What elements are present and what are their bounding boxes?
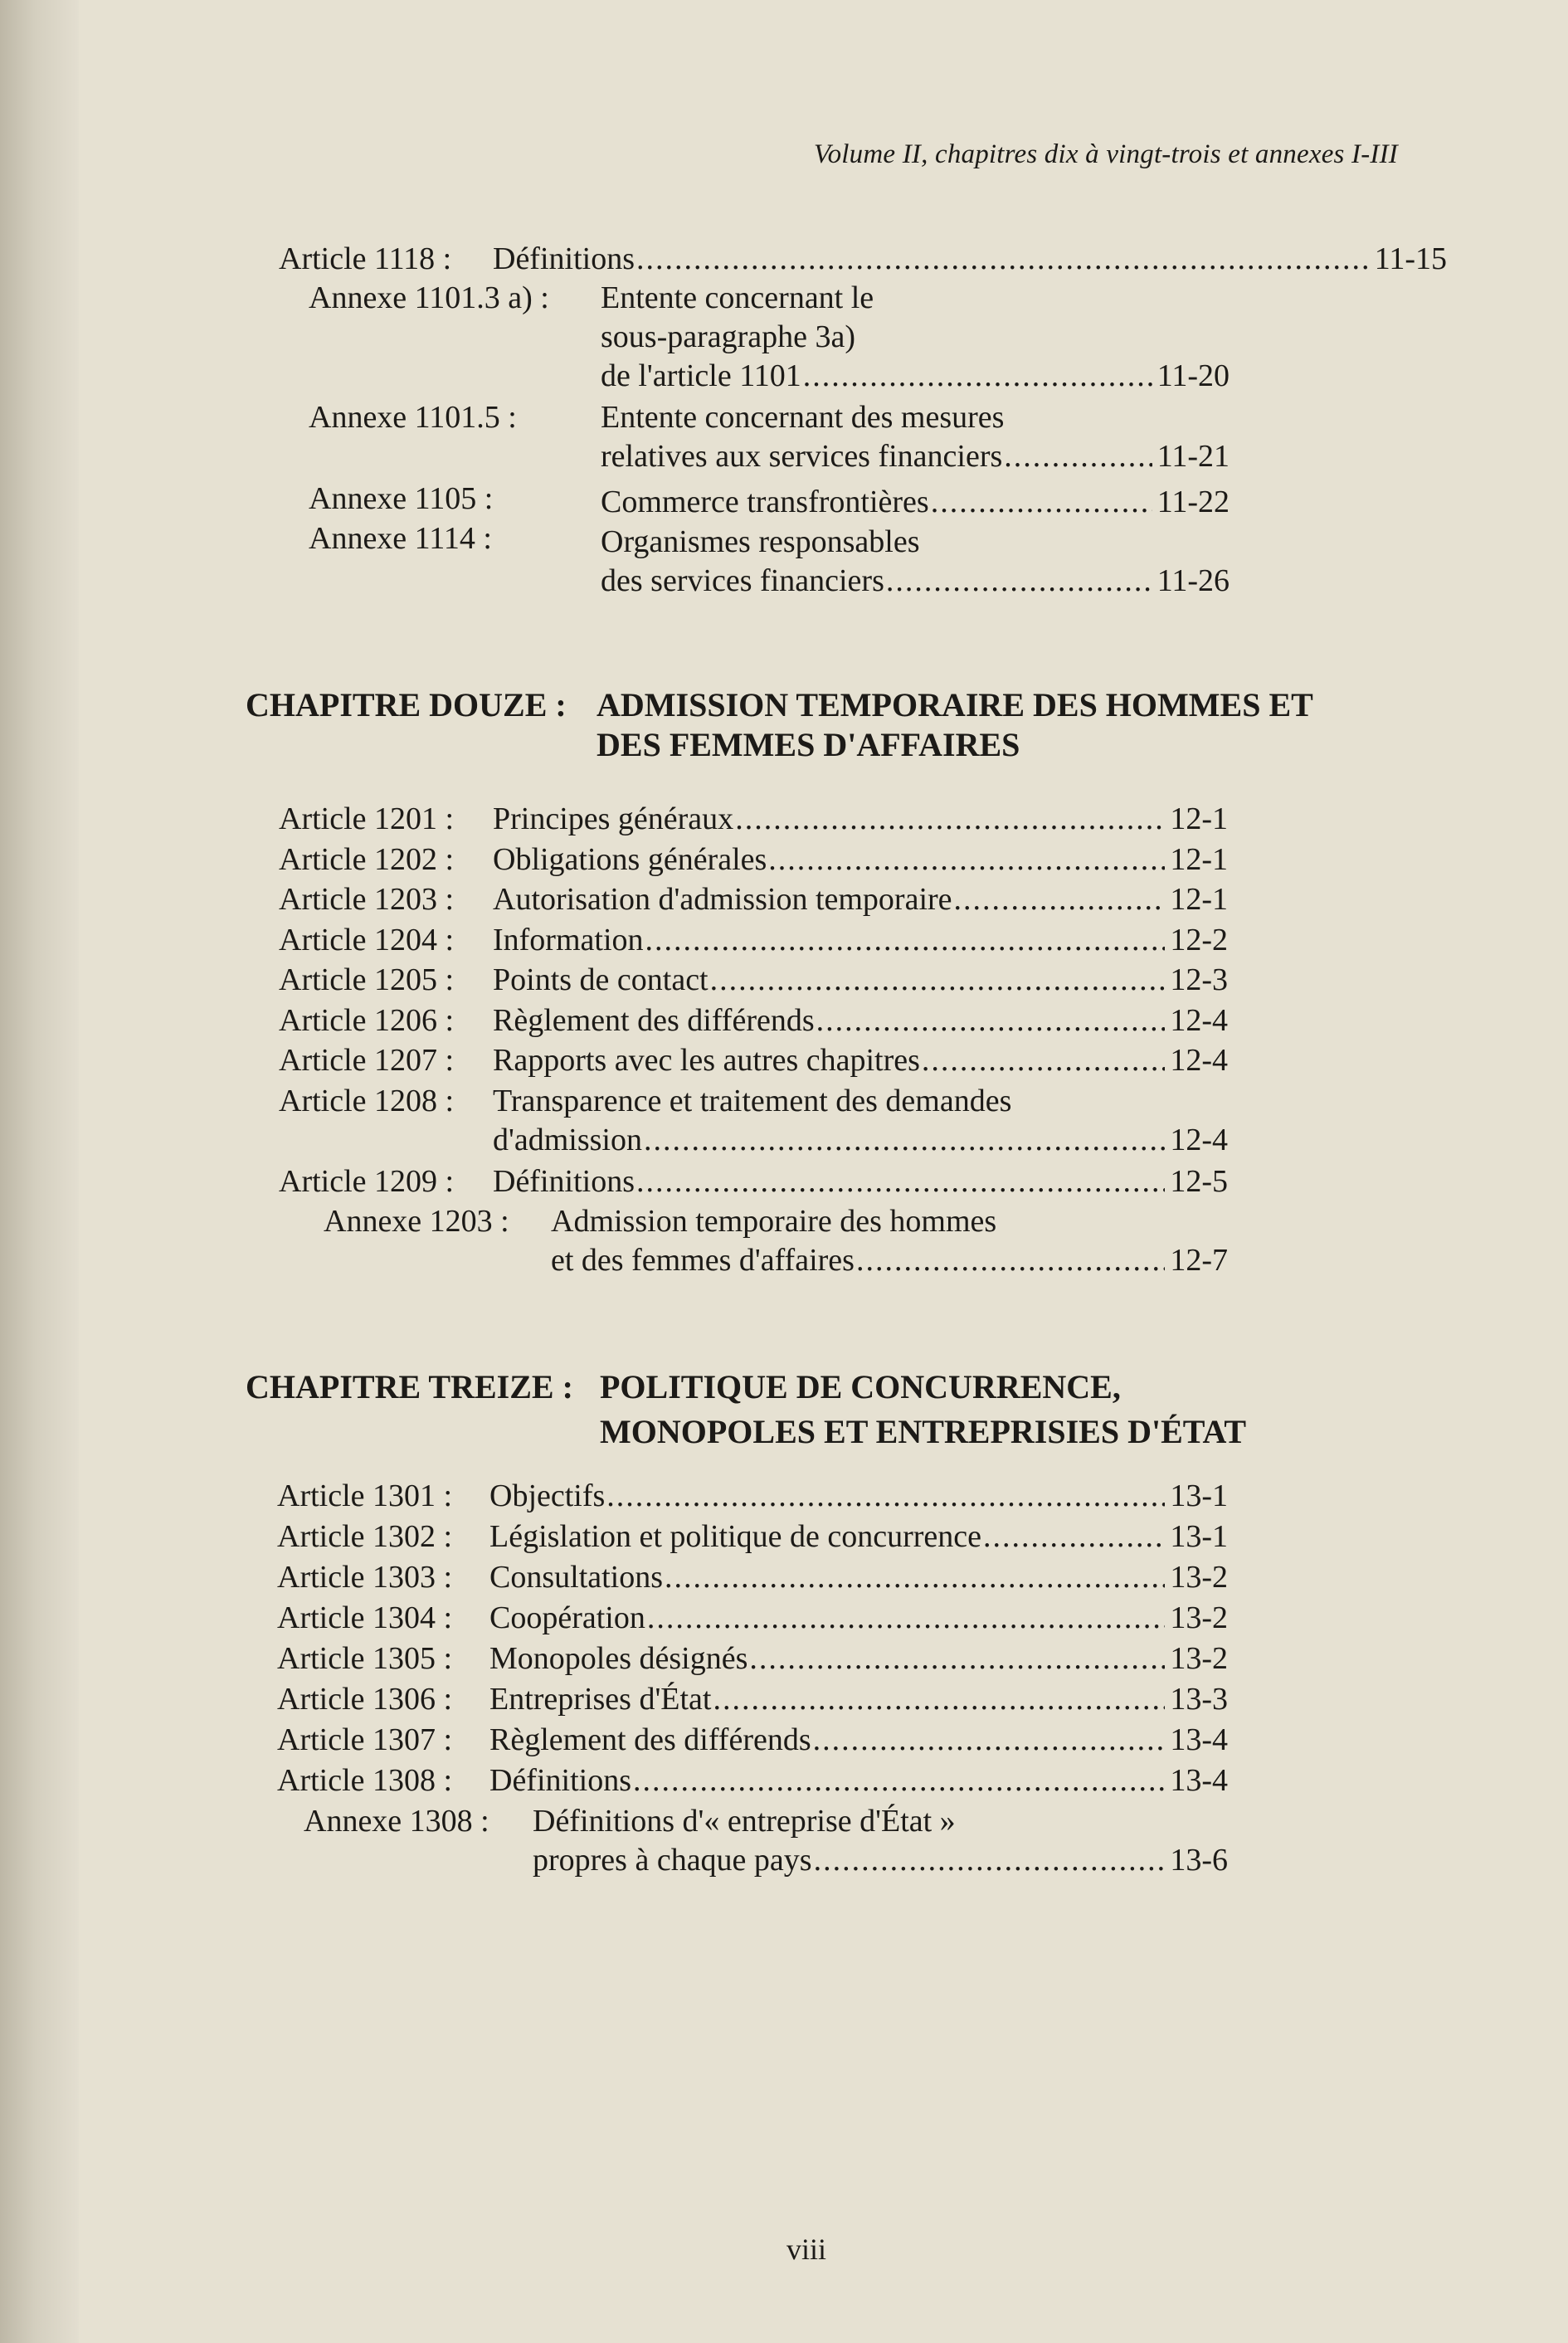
toc-line	[601, 398, 1230, 437]
leader-dots	[886, 562, 1152, 601]
toc-line	[601, 437, 1230, 476]
toc-page-number: 13-2	[1170, 1560, 1228, 1595]
toc-label: Article 1208 :	[279, 1083, 455, 1118]
leader-dots	[922, 1041, 1165, 1080]
toc-line	[493, 1041, 1228, 1080]
toc-title: Entente concernant des mesures	[601, 400, 1005, 435]
binding-gutter-shadow	[0, 0, 79, 2343]
toc-line	[601, 523, 1230, 562]
toc-page-number: 12-4	[1170, 1043, 1228, 1078]
toc-label: Annexe 1101.5 :	[309, 400, 517, 435]
toc-entry-annexe-1101-3a-text	[601, 279, 1230, 396]
toc-page-number: 12-3	[1170, 962, 1228, 997]
toc-page-number: 12-5	[1170, 1163, 1228, 1199]
chapter-title-line: POLITIQUE DE CONCURRENCE,	[600, 1368, 1121, 1405]
toc-page-number: 11-20	[1157, 358, 1230, 393]
page-folio: viii	[786, 2233, 827, 2266]
toc-title: Législation et politique de concurrence	[489, 1519, 981, 1554]
toc-label: Annexe 1308 :	[304, 1804, 489, 1839]
toc-page-number: 13-2	[1170, 1600, 1228, 1635]
chapter-title-line: DES FEMMES D'AFFAIRES	[597, 726, 1020, 763]
toc-label: Article 1118 :	[279, 241, 452, 276]
toc-title: Points de contact	[493, 962, 709, 997]
leader-dots	[713, 1680, 1165, 1719]
toc-label: Article 1204 :	[279, 922, 455, 957]
leader-dots	[644, 1121, 1165, 1160]
toc-label: Annexe 1203 :	[324, 1204, 509, 1239]
toc-label: Article 1307 :	[277, 1722, 453, 1757]
chapter-title-line: ADMISSION TEMPORAIRE DES HOMMES ET	[597, 686, 1313, 723]
leader-dots	[735, 800, 1165, 839]
leader-dots	[636, 240, 1370, 279]
toc-label: Article 1305 :	[277, 1641, 453, 1676]
toc-title: Commerce transfrontières	[601, 485, 929, 519]
leader-dots	[665, 1558, 1165, 1597]
toc-line	[493, 880, 1228, 919]
leader-dots	[814, 1841, 1166, 1880]
toc-label: Article 1302 :	[277, 1519, 453, 1554]
toc-page-number: 12-1	[1170, 882, 1228, 917]
leader-dots	[816, 1001, 1166, 1040]
chapter-number: CHAPITRE DOUZE :	[246, 686, 567, 723]
toc-title: relatives aux services financiers	[601, 439, 1003, 474]
toc-title: et des femmes d'affaires	[551, 1243, 855, 1278]
toc-line	[493, 921, 1228, 960]
toc-entry-annexe-1101-5-text	[601, 398, 1230, 476]
toc-line	[601, 562, 1230, 601]
chapter-heading-13	[246, 1366, 1366, 1457]
toc-page-number: 13-4	[1170, 1763, 1228, 1798]
chapter-heading-12	[246, 684, 1366, 775]
running-header: Volume II, chapitres dix à vingt-trois et annexes I-III	[813, 139, 1398, 169]
toc-line	[601, 279, 1230, 318]
toc-label: Article 1306 :	[277, 1682, 453, 1717]
toc-title: sous-paragraphe 3a)	[601, 319, 856, 354]
leader-dots	[636, 1162, 1165, 1201]
toc-line	[551, 1241, 1228, 1280]
toc-page-number: 11-21	[1157, 439, 1230, 474]
toc-title: Définitions	[489, 1763, 631, 1798]
toc-line	[493, 1001, 1228, 1040]
toc-page-number: 11-22	[1157, 485, 1230, 519]
toc-page-number: 12-2	[1170, 922, 1228, 957]
toc-title: propres à chaque pays	[533, 1843, 812, 1878]
toc-page-number: 13-4	[1170, 1722, 1228, 1757]
leader-dots	[633, 1761, 1165, 1800]
toc-title: Règlement des différends	[493, 1002, 815, 1038]
toc-label: Article 1205 :	[279, 962, 455, 997]
toc-line	[489, 1477, 1228, 1516]
toc-page-number: 12-7	[1170, 1243, 1228, 1278]
toc-title: d'admission	[493, 1122, 642, 1157]
chapter-number: CHAPITRE TREIZE :	[246, 1368, 573, 1405]
leader-dots	[983, 1517, 1165, 1556]
leader-dots	[856, 1241, 1165, 1280]
toc-label: Article 1207 :	[279, 1043, 455, 1078]
toc-entry-annexe-1105-text	[601, 483, 1230, 522]
toc-line	[489, 1639, 1228, 1678]
toc-title: Monopoles désignés	[489, 1641, 748, 1676]
toc-label: Article 1308 :	[277, 1763, 453, 1798]
toc-page-number: 13-3	[1170, 1682, 1228, 1717]
toc-page-number: 11-15	[1374, 241, 1447, 276]
toc-title: Information	[493, 922, 644, 957]
toc-title: Rapports avec les autres chapitres	[493, 1043, 920, 1078]
toc-title: Objectifs	[489, 1478, 606, 1513]
toc-page-number: 12-4	[1170, 1002, 1228, 1038]
toc-page-number: 13-2	[1170, 1641, 1228, 1676]
toc-line	[489, 1761, 1228, 1800]
toc-line	[601, 318, 1230, 357]
toc-label: Article 1201 :	[279, 801, 455, 836]
toc-line	[493, 840, 1228, 879]
toc-label: Article 1209 :	[279, 1163, 455, 1199]
toc-page-number: 13-6	[1170, 1843, 1228, 1878]
toc-title: Entreprises d'État	[489, 1682, 712, 1717]
toc-title: Entente concernant le	[601, 280, 874, 315]
toc-page-number: 12-4	[1170, 1122, 1228, 1157]
toc-label: Article 1304 :	[277, 1600, 453, 1635]
toc-title: de l'article 1101	[601, 358, 801, 393]
toc-title: Définitions	[493, 241, 635, 276]
leader-dots	[931, 483, 1152, 522]
toc-title: Définitions d'« entreprise d'État »	[533, 1804, 956, 1839]
toc-line	[493, 961, 1228, 1000]
toc-title: Règlement des différends	[489, 1722, 811, 1757]
toc-title: Principes généraux	[493, 801, 734, 836]
toc-line	[489, 1558, 1228, 1597]
toc-label: Annexe 1101.3 a) :	[309, 280, 549, 315]
toc-label: Annexe 1105 :	[309, 481, 494, 516]
toc-entry-annexe-1114-text	[601, 523, 1230, 601]
toc-title: Consultations	[489, 1560, 664, 1595]
toc-line	[489, 1721, 1228, 1760]
toc-page-number: 11-26	[1157, 563, 1230, 598]
toc-line	[493, 1162, 1228, 1201]
toc-label: Article 1203 :	[279, 882, 455, 917]
leader-dots	[803, 357, 1152, 396]
toc-line	[493, 1121, 1228, 1160]
toc-title: Transparence et traitement des demandes	[493, 1083, 1012, 1118]
toc-title: Obligations générales	[493, 841, 767, 877]
toc-title: des services financiers	[601, 563, 884, 598]
leader-dots	[768, 840, 1165, 879]
toc-title: Admission temporaire des hommes	[551, 1204, 997, 1239]
toc-line	[601, 357, 1230, 396]
leader-dots	[647, 1599, 1165, 1638]
toc-label: Annexe 1114 :	[309, 521, 492, 556]
toc-line	[533, 1802, 1228, 1841]
toc-line	[493, 1082, 1228, 1121]
leader-dots	[749, 1639, 1165, 1678]
leader-dots	[645, 921, 1166, 960]
leader-dots	[606, 1477, 1165, 1516]
toc-line	[489, 1517, 1228, 1556]
toc-title: Coopération	[489, 1600, 645, 1635]
leader-dots	[813, 1721, 1166, 1760]
toc-page-number: 12-1	[1170, 841, 1228, 877]
toc-line	[601, 483, 1230, 522]
toc-line	[489, 1680, 1228, 1719]
leader-dots	[954, 880, 1166, 919]
toc-label: Article 1303 :	[277, 1560, 453, 1595]
toc-label: Article 1301 :	[277, 1478, 453, 1513]
toc-page-number: 13-1	[1170, 1478, 1228, 1513]
toc-page-number: 12-1	[1170, 801, 1228, 836]
leader-dots	[710, 961, 1166, 1000]
toc-line	[493, 800, 1228, 839]
toc-title: Définitions	[493, 1163, 635, 1199]
toc-label: Article 1206 :	[279, 1002, 455, 1038]
toc-line	[489, 1599, 1228, 1638]
toc-page-number: 13-1	[1170, 1519, 1228, 1554]
toc-line	[533, 1841, 1228, 1880]
toc-label: Article 1202 :	[279, 841, 455, 877]
toc-title: Autorisation d'admission temporaire	[493, 882, 952, 917]
leader-dots	[1004, 437, 1152, 476]
chapter-title-line: MONOPOLES ET ENTREPRISIES D'ÉTAT	[600, 1413, 1247, 1450]
toc-title: Organismes responsables	[601, 524, 920, 559]
toc-line	[493, 240, 1447, 279]
toc-line	[551, 1202, 1228, 1241]
